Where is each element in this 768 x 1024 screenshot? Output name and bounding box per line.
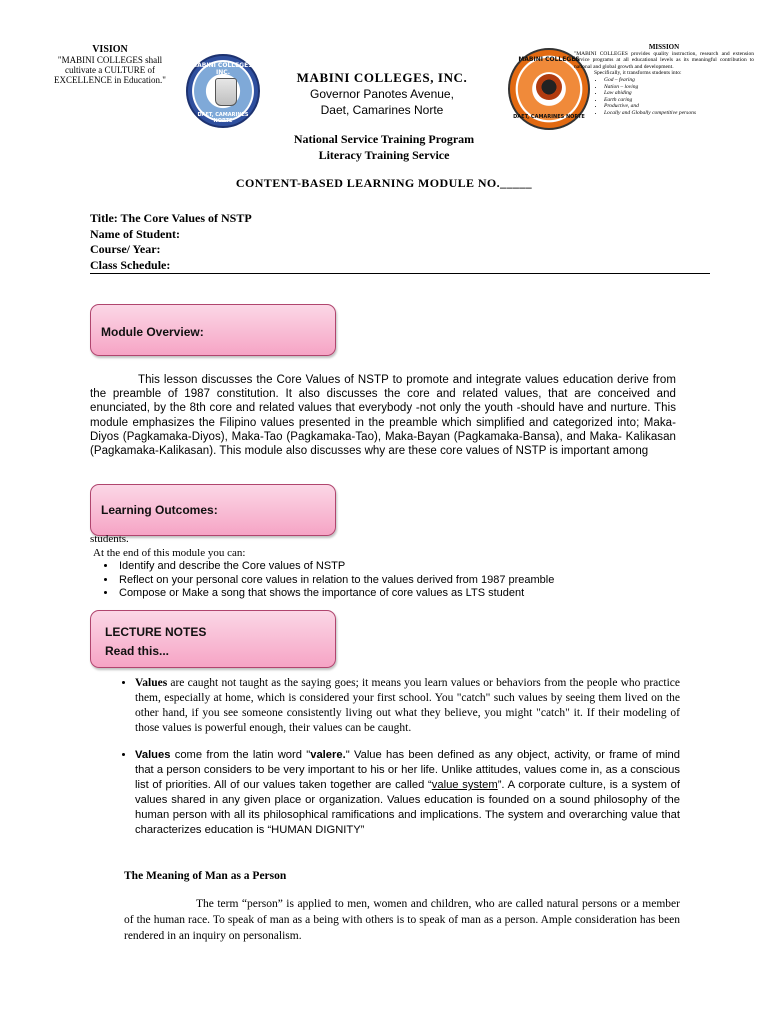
meaning-of-man-paragraph: The term “person” is applied to men, women and children, who are called natural persons or a member of the human race. To speak of man as a being with others is to speak of man as a person. Ample consideration has been rendered in an inquiry on personalism. [124,898,680,942]
seal-bottom-text: DAET, CAMARINES NORTE [513,114,585,120]
mission-item: • Law abiding [604,90,754,97]
mission-item: • God – fearing [604,77,754,84]
vision-line: cultivate a CULTURE of [65,65,155,75]
values-term: Values [135,677,168,689]
school-heading [262,70,502,118]
module-overview-text [90,373,676,458]
values-text: come from the latin word " [170,749,311,761]
lecture-notes [110,676,680,850]
seal-top-text: MABINI COLLEGES [518,56,580,63]
course-year-label: Course/ Year: [90,242,161,256]
lecture-notes-subtitle: Read this... [105,644,170,658]
valere-word: valere. [310,749,346,761]
section-title-meaning-of-man: The Meaning of Man as a Person [124,870,287,882]
mission-item: • Locally and Globally competitive persons [604,110,754,117]
lecture-item [135,676,680,736]
module-overview-heading: Module Overview: [90,304,336,356]
mission-title: MISSION [648,43,680,51]
outcome-item: • Identify and describe the Core values of NSTP [117,560,690,574]
mabini-colleges-seal-left [186,54,260,128]
meaning-of-man-text [124,896,680,944]
seal-bottom-text: DAET, CAMARINES NORTE [197,112,249,124]
mission-item: • Nation – loving [604,84,754,91]
lecture-list [110,676,680,838]
lecture-item [135,748,680,838]
values-text: ”. A corporate culture, is a system of values shared in any given place or organization. Values education is founded on a sound philosophy of the human person with all its philosophical ramifications and implications. The system and overarching value that characterizes education is “HUMAN DIGNITY” [135,779,680,836]
divider [90,273,710,274]
values-text: are caught not taught as the saying goes; it means you learn values or behaviors from the people who practice them, especially at home, which is considered your first school. You "catch" such values by seeing them lived on the other hand, if you see someone consistently living out what they believe, you might "catch" it. If their modeling of those values is powerful enough, their values can be caught. [135,677,680,734]
seal-top-text: MABINI COLLEGES, INC. [191,62,255,76]
values-term: Values [135,749,171,761]
values-text: " Value has been defined as any object, activity, or frame of mind that a person considers to be very important to his or her life. Unlike attitudes, values come in, as a conscious list of priorities. All of our values taken together are called “ [135,749,680,791]
outcome-item: • Reflect on your personal core values in relation to the values derived from 1987 preamble [117,574,690,588]
module-number: CONTENT-BASED LEARNING MODULE NO._____ [235,176,533,190]
module-title: Title: The Core Values of NSTP [90,211,252,225]
school-address-line2: Daet, Camarines Norte [320,103,444,117]
vision-title: VISION [92,44,128,55]
lecture-notes-title: LECTURE NOTES [105,625,207,639]
lecture-notes-heading [90,610,336,668]
vision-line: EXCELLENCE in Education." [54,75,166,85]
mission-item: • Earth caring [604,97,754,104]
program-line1: National Service Training Program [293,132,475,146]
program-line2: Literacy Training Service [318,148,450,162]
learning-outcomes [90,533,690,601]
module-meta [90,211,252,273]
outcomes-list [90,560,690,601]
outcome-item: • Compose or Make a song that shows the importance of core values as LTS student [117,587,690,601]
vision-line: "MABINI COLLEGES shall [57,55,163,65]
program-title [0,131,768,163]
value-system-term: value system [431,779,498,791]
vision-statement [40,45,180,85]
learning-outcomes-heading: Learning Outcomes: [90,484,336,536]
mission-item: • Productive, and [604,103,754,110]
school-name: MABINI COLLEGES, INC. [296,70,468,85]
outcomes-lead: students. [90,533,129,545]
class-schedule-label: Class Schedule: [90,257,171,272]
overview-paragraph: This lesson discusses the Core Values of NSTP to promote and integrate values education derive from the preamble of 1987 constitution. It also discusses the core and related values, that are conceived and enunciated, by the 8th core and related values that everybody -not only the youth -should have and nurture. This module emphasizes the Filipino values presented in the preamble which simplified and categorized into; Maka-Diyos (Pagkamaka-Diyos), Maka-Tao (Pagkamaka-Tao), Maka-Bayan (Pagkamaka-Bansa), and Maka- Kalikasan (Pagkamaka-Kalikasan). This module also discusses why are these core values of NSTP is important among [90,374,676,458]
school-address-line1: Governor Panotes Avenue, [310,87,454,101]
mission-list [574,77,754,117]
mission-sub: Specifically, it transforms students into: [594,70,682,77]
seal-emblem-icon [536,74,562,100]
outcomes-lead: At the end of this module you can: [93,546,246,559]
mission-statement [574,44,754,117]
seal-emblem-icon [215,78,237,106]
student-name-label: Name of Student: [90,226,180,241]
mission-body: "MABINI COLLEGES provides quality instruction, research and extension service programs at all educational levels as its meaningful contribution to national and global growth and development. [574,50,754,70]
